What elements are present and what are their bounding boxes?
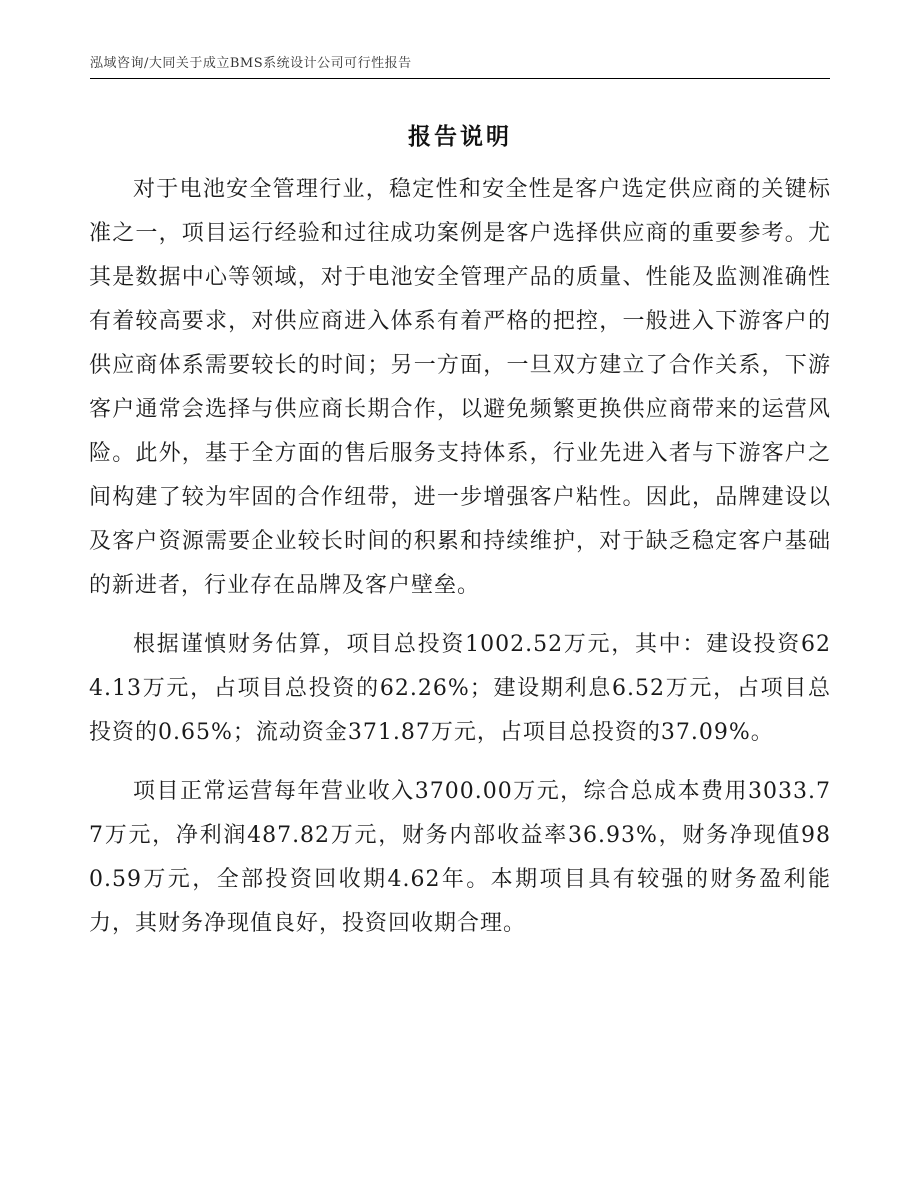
section-title: 报告说明 — [408, 123, 512, 150]
document-body — [89, 168, 831, 961]
header-divider — [90, 78, 830, 79]
running-header: 泓域咨询/大同关于成立BMS系统设计公司可行性报告 — [90, 56, 412, 71]
paragraph-industry-barriers: 对于电池安全管理行业，稳定性和安全性是客户选定供应商的关键标准之一，项目运行经验和过往成功案例是客户选择供应商的重要参考。尤其是数据中心等领域，对于电池安全管理产品的质量、性能及监测准确性有着较高要求，对供应商进入体系有着严格的把控，一般进入下游客户的供应商体系需要较长的时间；另一方面，一旦双方建立了合作关系，下游客户通常会选择与供应商长期合作，以避免频繁更换供应商带来的运营风险。此外，基于全方面的售后服务支持体系，行业先进入者与下游客户之间构建了较为牢固的合作纽带，进一步增强客户粘性。因此，品牌建设以及客户资源需要企业较长时间的积累和持续维护，对于缺乏稳定客户基础的新进者，行业存在品牌及客户壁垒。 — [89, 177, 831, 598]
paragraph-investment-estimate: 根据谨慎财务估算，项目总投资1002.52万元，其中：建设投资624.13万元，占项目总投资的62.26%；建设期利息6.52万元，占项目总投资的0.65%；流动资金371.87万元，占项目总投资的37.09%。 — [89, 632, 831, 745]
paragraph-financial-returns: 项目正常运营每年营业收入3700.00万元，综合总成本费用3033.77万元，净利润487.82万元，财务内部收益率36.93%，财务净现值980.59万元，全部投资回收期4.62年。本期项目具有较强的财务盈利能力，其财务净现值良好，投资回收期合理。 — [89, 779, 831, 936]
